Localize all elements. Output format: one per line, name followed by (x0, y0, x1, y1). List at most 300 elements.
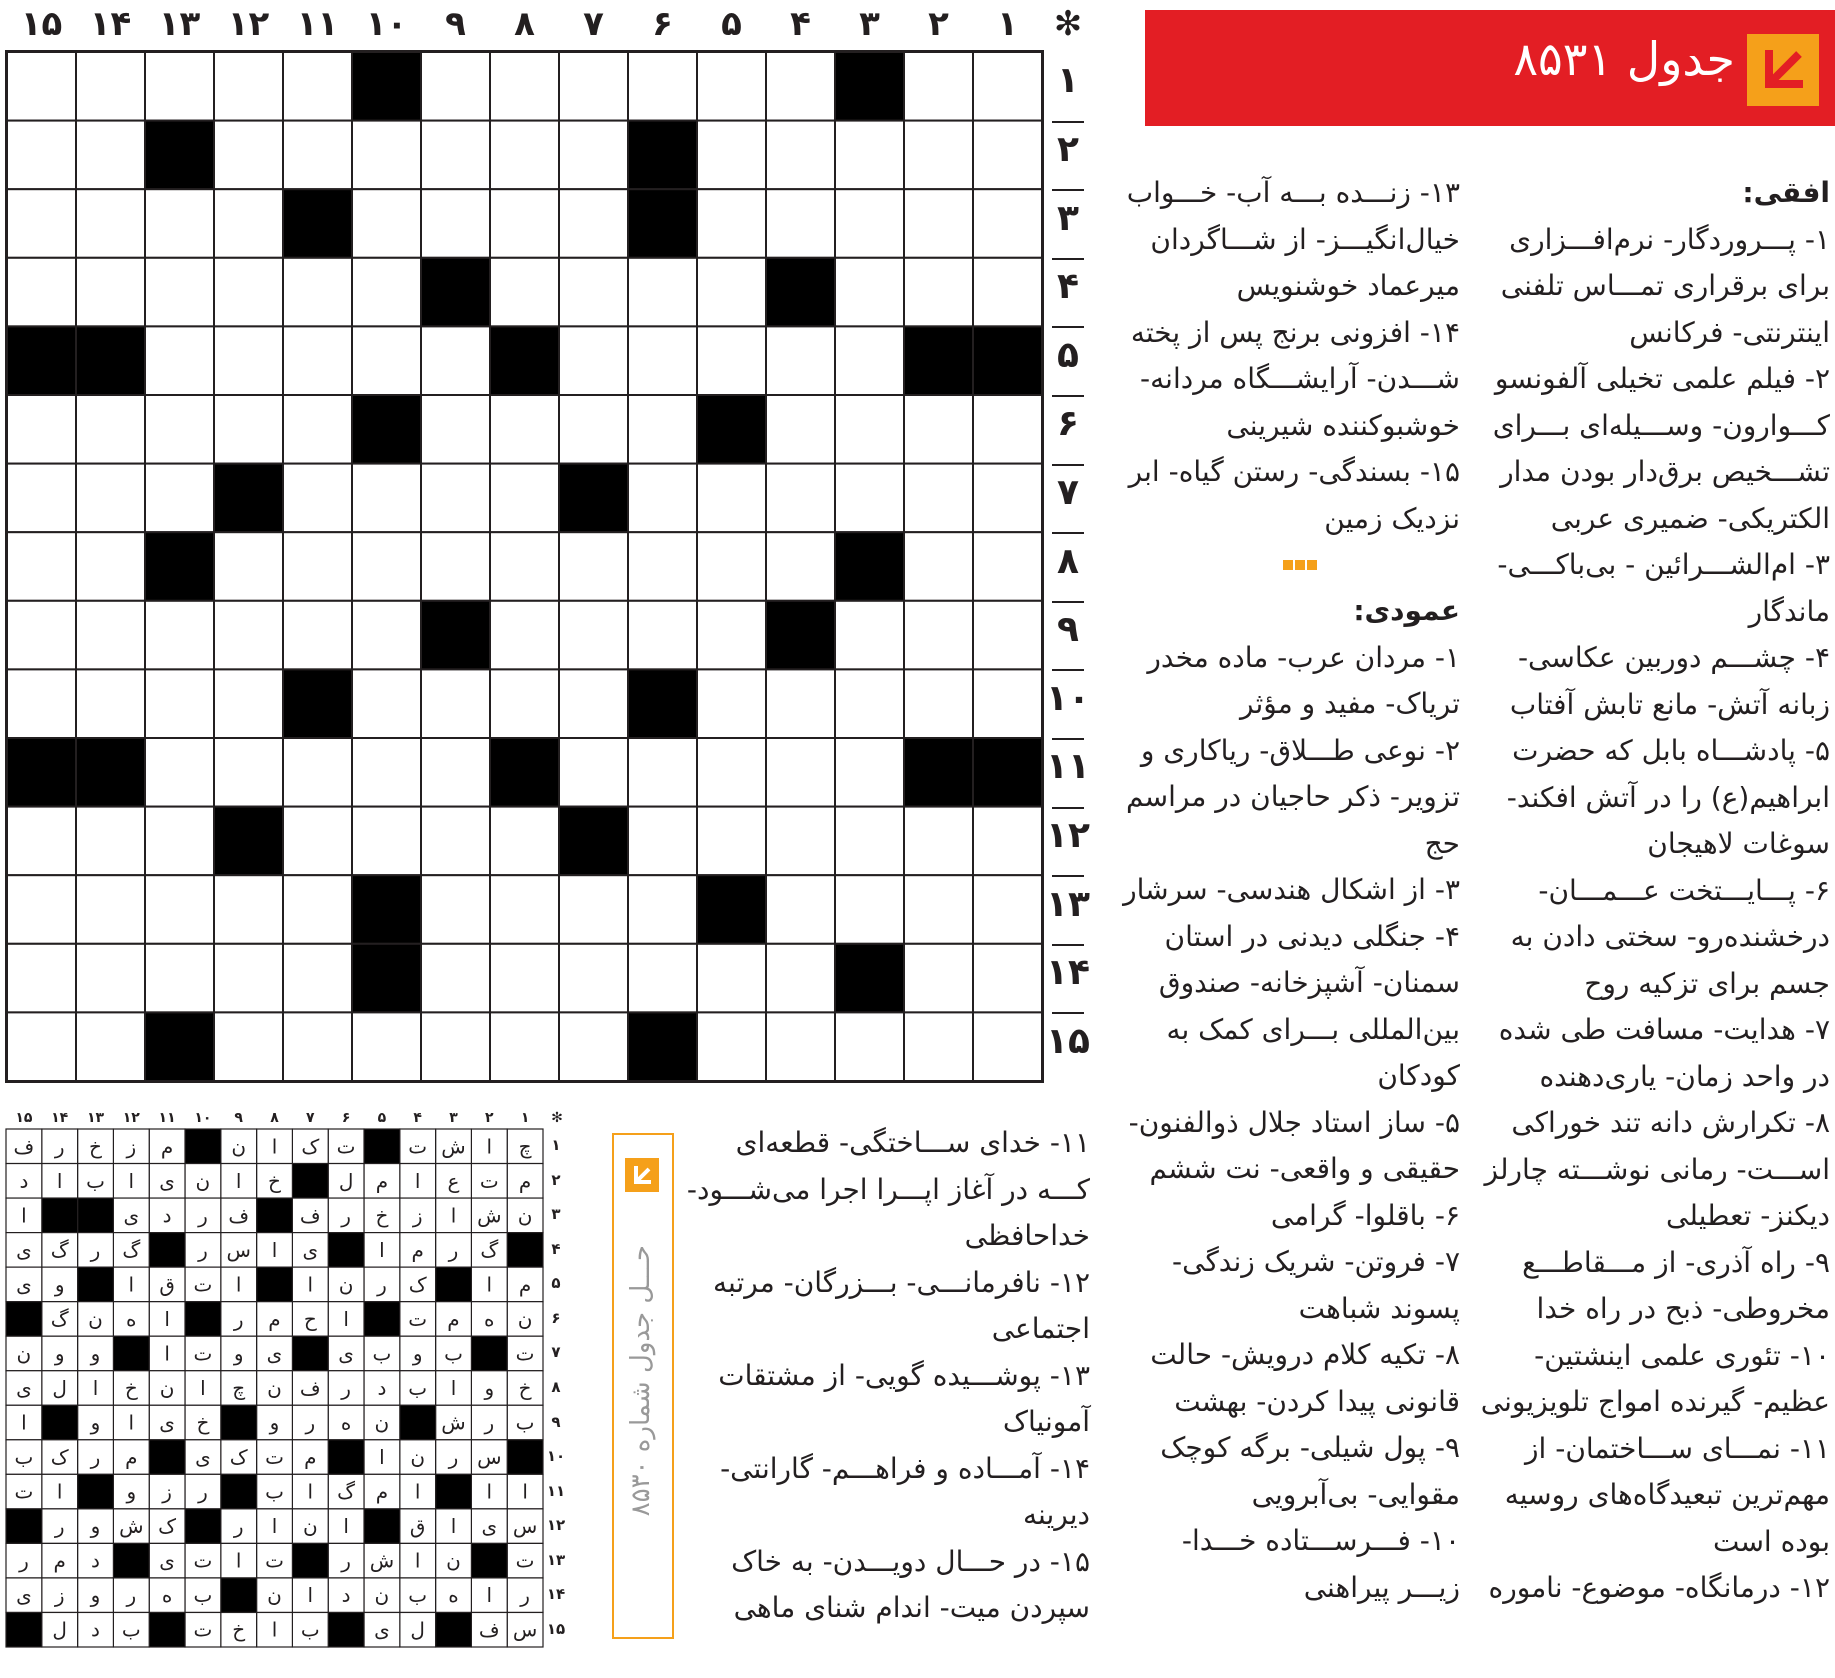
grid-cell[interactable] (76, 121, 145, 190)
grid-cell[interactable] (973, 944, 1042, 1013)
grid-cell[interactable] (490, 875, 559, 944)
grid-cell[interactable] (490, 395, 559, 464)
grid-cell[interactable] (7, 258, 76, 327)
grid-cell[interactable] (766, 52, 835, 121)
solution-letter: خ (124, 1376, 138, 1400)
grid-cell[interactable] (214, 326, 283, 395)
grid-cell[interactable] (145, 395, 214, 464)
grid-cell[interactable] (835, 326, 904, 395)
solution-letter: ا (271, 1134, 278, 1159)
row-divider (1052, 258, 1084, 260)
grid-cell[interactable] (697, 326, 766, 395)
grid-cell[interactable] (283, 532, 352, 601)
grid-cell[interactable] (973, 258, 1042, 327)
clue-line: ۱۴- افزونی برنج پس از پخته (1130, 315, 1460, 349)
grid-cell[interactable] (697, 1012, 766, 1081)
grid-cell[interactable] (283, 601, 352, 670)
grid-cell[interactable] (766, 532, 835, 601)
row-divider (1052, 875, 1084, 877)
solution-row-number: ۱۲ (546, 1516, 566, 1535)
solution-black-cell (364, 1302, 400, 1337)
grid-cell[interactable] (283, 258, 352, 327)
grid-cell[interactable] (628, 395, 697, 464)
grid-cell[interactable] (145, 326, 214, 395)
black-cell (559, 464, 628, 533)
grid-cell[interactable] (973, 1012, 1042, 1081)
grid-cell[interactable] (559, 1012, 628, 1081)
solution-letter: د (162, 1203, 172, 1228)
grid-cell[interactable] (352, 258, 421, 327)
solution-letter: ن (267, 1583, 282, 1608)
grid-cell[interactable] (145, 669, 214, 738)
solution-black-cell (221, 1474, 257, 1509)
clue-line: ۱۱- نمـــای ســـاختمان- از (1525, 1431, 1830, 1465)
solution-letter: ب (121, 1617, 141, 1642)
grid-cell[interactable] (145, 52, 214, 121)
clue-line: ۱۴- آمـــاده و فراهـــم- گارانتی- (720, 1451, 1090, 1485)
clue-line: تزویر- ذکر حاجیان در مراسم (1126, 780, 1460, 813)
grid-cell[interactable] (628, 944, 697, 1013)
grid-cell[interactable] (145, 738, 214, 807)
row-divider (1052, 395, 1084, 397)
grid-cell[interactable] (76, 944, 145, 1013)
grid-cell[interactable] (490, 532, 559, 601)
grid-cell[interactable] (835, 121, 904, 190)
grid-cell[interactable] (7, 464, 76, 533)
grid-cell[interactable] (904, 875, 973, 944)
grid-cell[interactable] (835, 601, 904, 670)
grid-cell[interactable] (559, 52, 628, 121)
grid-cell[interactable] (283, 1012, 352, 1081)
banner (1145, 10, 1835, 126)
grid-cell[interactable] (7, 944, 76, 1013)
column-number: ۳ (859, 4, 880, 44)
grid-cell[interactable] (214, 532, 283, 601)
grid-cell[interactable] (283, 121, 352, 190)
grid-cell[interactable] (145, 875, 214, 944)
solution-letter: ب (193, 1583, 213, 1608)
grid-cell[interactable] (766, 944, 835, 1013)
clue-line: ۱۳- پوشـــیده گویی- از مشتقات (718, 1358, 1090, 1392)
solution-letter: و (484, 1376, 495, 1400)
grid-cell[interactable] (283, 807, 352, 876)
grid-cell[interactable] (7, 189, 76, 258)
grid-cell[interactable] (352, 464, 421, 533)
solution-letter: ا (450, 1376, 457, 1400)
grid-cell[interactable] (214, 121, 283, 190)
black-cell (973, 326, 1042, 395)
grid-cell[interactable] (835, 258, 904, 327)
solution-letter: ل (338, 1168, 354, 1193)
grid-cell[interactable] (973, 121, 1042, 190)
row-divider (1052, 121, 1084, 123)
clue-line: اجتماعی (991, 1312, 1090, 1345)
grid-cell[interactable] (904, 532, 973, 601)
clue-line: نزدیک زمین (1324, 501, 1460, 535)
grid-cell[interactable] (352, 189, 421, 258)
grid-cell[interactable] (421, 326, 490, 395)
grid-cell[interactable] (697, 189, 766, 258)
solution-letter: ک (408, 1272, 427, 1297)
solution-letter: س (512, 1617, 538, 1642)
grid-cell[interactable] (7, 875, 76, 944)
solution-letter: ی (481, 1514, 498, 1539)
grid-cell[interactable] (421, 121, 490, 190)
grid-cell[interactable] (559, 189, 628, 258)
grid-cell[interactable] (697, 601, 766, 670)
solution-letter: گ (337, 1479, 356, 1504)
solution-black-cell (507, 1440, 543, 1475)
grid-cell[interactable] (559, 121, 628, 190)
clue-line: ۲- فیلم علمی تخیلی آلفونسو (1494, 362, 1830, 395)
grid-cell[interactable] (421, 189, 490, 258)
grid-cell[interactable] (628, 601, 697, 670)
grid-cell[interactable] (421, 738, 490, 807)
grid-cell[interactable] (904, 52, 973, 121)
solution-letter: ف (299, 1376, 321, 1400)
grid-cell[interactable] (559, 738, 628, 807)
solution-letter: ا (271, 1617, 278, 1642)
solution-letter: ر (19, 1548, 29, 1573)
grid-cell[interactable] (697, 258, 766, 327)
grid-cell[interactable] (352, 326, 421, 395)
grid-cell[interactable] (7, 1012, 76, 1081)
grid-cell[interactable] (973, 189, 1042, 258)
grid-cell[interactable] (490, 121, 559, 190)
grid-cell[interactable] (973, 601, 1042, 670)
row-number: ۱۰ (1046, 677, 1090, 719)
column-number: ۱۱ (296, 4, 339, 44)
grid-cell[interactable] (76, 601, 145, 670)
grid-cell[interactable] (628, 326, 697, 395)
grid-cell[interactable] (766, 875, 835, 944)
solution-letter: ا (486, 1479, 493, 1504)
grid-cell[interactable] (835, 875, 904, 944)
grid-cell[interactable] (490, 669, 559, 738)
grid-cell[interactable] (766, 395, 835, 464)
grid-cell[interactable] (76, 1012, 145, 1081)
grid-cell[interactable] (352, 601, 421, 670)
solution-letter: ل (52, 1376, 67, 1400)
grid-cell[interactable] (973, 464, 1042, 533)
grid-cell[interactable] (283, 52, 352, 121)
grid-cell[interactable] (7, 807, 76, 876)
solution-letter: م (304, 1445, 317, 1470)
grid-cell[interactable] (421, 1012, 490, 1081)
grid-cell[interactable] (490, 464, 559, 533)
grid-cell[interactable] (7, 532, 76, 601)
solution-letter: م (53, 1548, 66, 1573)
grid-cell[interactable] (352, 669, 421, 738)
solution-black-cell (364, 1129, 400, 1164)
grid-cell[interactable] (490, 52, 559, 121)
grid-cell[interactable] (628, 875, 697, 944)
grid-cell[interactable] (973, 52, 1042, 121)
grid-cell[interactable] (973, 532, 1042, 601)
grid-cell[interactable] (628, 738, 697, 807)
grid-cell[interactable] (904, 601, 973, 670)
grid-cell[interactable] (766, 738, 835, 807)
grid-cell[interactable] (628, 52, 697, 121)
grid-cell[interactable] (421, 669, 490, 738)
grid-cell[interactable] (352, 738, 421, 807)
grid-cell[interactable] (628, 807, 697, 876)
grid-cell[interactable] (835, 464, 904, 533)
solution-letter: س (477, 1445, 502, 1470)
solution-letter: ن (374, 1583, 390, 1608)
grid-cell[interactable] (76, 258, 145, 327)
clue-line: دیرینه (1023, 1498, 1090, 1531)
grid-cell[interactable] (145, 258, 214, 327)
grid-cell[interactable] (559, 395, 628, 464)
grid-cell[interactable] (214, 601, 283, 670)
solution-letter: ر (54, 1514, 65, 1539)
solution-letter: ر (198, 1237, 208, 1262)
grid-cell[interactable] (559, 532, 628, 601)
clue-line: خیال‌انگیـــز- از شـــاگردان (1150, 222, 1460, 256)
solution-letter: ت (336, 1134, 356, 1159)
grid-cell[interactable] (697, 52, 766, 121)
grid-cell[interactable] (76, 532, 145, 601)
grid-cell[interactable] (490, 258, 559, 327)
grid-cell[interactable] (835, 1012, 904, 1081)
solution-letter: د (341, 1583, 351, 1608)
grid-cell[interactable] (214, 944, 283, 1013)
grid-cell[interactable] (904, 1012, 973, 1081)
grid-cell[interactable] (421, 944, 490, 1013)
grid-cell[interactable] (283, 738, 352, 807)
arrow-down-left-icon (625, 1158, 659, 1192)
grid-cell[interactable] (835, 669, 904, 738)
crossword-grid[interactable] (5, 50, 1044, 1083)
grid-cell[interactable] (559, 944, 628, 1013)
grid-cell[interactable] (490, 1012, 559, 1081)
vertical-heading: عمودی: (1353, 594, 1460, 627)
solution-letter: ک (158, 1514, 177, 1539)
solution-letter: ه (484, 1306, 495, 1331)
grid-cell[interactable] (559, 875, 628, 944)
grid-cell[interactable] (76, 189, 145, 258)
grid-cell[interactable] (421, 532, 490, 601)
solution-letter: ی (123, 1203, 140, 1228)
grid-cell[interactable] (490, 944, 559, 1013)
grid-cell[interactable] (766, 1012, 835, 1081)
black-cell (352, 875, 421, 944)
grid-cell[interactable] (352, 121, 421, 190)
column-number: ۱۴ (89, 4, 132, 44)
grid-cell[interactable] (76, 395, 145, 464)
grid-cell[interactable] (697, 464, 766, 533)
grid-cell[interactable] (283, 326, 352, 395)
clue-line: بوده است (1712, 1524, 1830, 1558)
grid-cell[interactable] (835, 189, 904, 258)
solution-letter: ز (162, 1479, 172, 1504)
grid-cell[interactable] (559, 326, 628, 395)
grid-cell[interactable] (145, 944, 214, 1013)
solution-letter: ر (520, 1583, 530, 1608)
grid-cell[interactable] (835, 738, 904, 807)
grid-cell[interactable] (904, 121, 973, 190)
solution-letter: م (411, 1237, 424, 1262)
clue-line: حج (1424, 826, 1460, 860)
black-cell (145, 121, 214, 190)
solution-letter: ر (198, 1479, 208, 1504)
grid-cell[interactable] (628, 464, 697, 533)
grid-cell[interactable] (214, 1012, 283, 1081)
grid-cell[interactable] (352, 1012, 421, 1081)
solution-letter: ا (128, 1410, 135, 1435)
solution-column-number: ۷ (306, 1110, 315, 1126)
grid-cell[interactable] (352, 807, 421, 876)
grid-cell[interactable] (352, 532, 421, 601)
grid-cell[interactable] (559, 258, 628, 327)
grid-cell[interactable] (697, 807, 766, 876)
solution-letter: خ (375, 1203, 389, 1228)
column-number: ۱ (997, 4, 1018, 44)
solution-column-number: ۲ (485, 1110, 494, 1126)
black-cell (7, 326, 76, 395)
grid-cell[interactable] (283, 875, 352, 944)
grid-cell[interactable] (697, 944, 766, 1013)
grid-cell[interactable] (628, 258, 697, 327)
clue-line: زبانه آتش- مانع تابش آفتاب (1509, 687, 1830, 721)
grid-cell[interactable] (7, 395, 76, 464)
solution-letter: ی (16, 1272, 32, 1297)
grid-cell[interactable] (904, 807, 973, 876)
grid-cell[interactable] (559, 601, 628, 670)
solution-letter: ا (307, 1583, 314, 1608)
grid-cell[interactable] (421, 395, 490, 464)
grid-cell[interactable] (697, 121, 766, 190)
solution-letter: ه (126, 1306, 137, 1331)
grid-cell[interactable] (628, 532, 697, 601)
grid-cell[interactable] (766, 121, 835, 190)
grid-cell[interactable] (214, 52, 283, 121)
grid-cell[interactable] (835, 395, 904, 464)
grid-cell[interactable] (421, 464, 490, 533)
grid-cell[interactable] (76, 807, 145, 876)
grid-cell[interactable] (421, 875, 490, 944)
grid-cell[interactable] (490, 189, 559, 258)
solution-letter: ت (515, 1341, 535, 1366)
grid-cell[interactable] (7, 52, 76, 121)
grid-cell[interactable] (214, 189, 283, 258)
grid-cell[interactable] (421, 807, 490, 876)
grid-cell[interactable] (559, 669, 628, 738)
black-cell (421, 601, 490, 670)
clue-line: سوغات لاهیجان (1647, 827, 1830, 860)
grid-cell[interactable] (76, 52, 145, 121)
grid-cell[interactable] (76, 875, 145, 944)
solution-letter: ی (302, 1237, 319, 1262)
grid-cell[interactable] (7, 669, 76, 738)
grid-cell[interactable] (766, 189, 835, 258)
solution-letter: ت (193, 1617, 213, 1642)
row-divider (1052, 464, 1084, 466)
grid-cell[interactable] (904, 944, 973, 1013)
black-cell (835, 52, 904, 121)
clue-line: ۳- از اشکال هندسی- سرشار (1123, 873, 1460, 906)
solution-row-number: ۱ (551, 1136, 561, 1155)
solution-letter: ب (265, 1479, 284, 1504)
grid-cell[interactable] (766, 807, 835, 876)
grid-cell[interactable] (283, 944, 352, 1013)
solution-letter: ا (343, 1306, 349, 1331)
solution-letter: ت (408, 1306, 428, 1331)
grid-cell[interactable] (214, 669, 283, 738)
solution-black-cell (507, 1233, 543, 1268)
solution-letter: ب (408, 1376, 428, 1400)
black-cell (145, 1012, 214, 1081)
solution-row-number: ۱۴ (546, 1585, 566, 1604)
grid-cell[interactable] (283, 395, 352, 464)
grid-cell[interactable] (697, 532, 766, 601)
grid-cell[interactable] (7, 121, 76, 190)
grid-cell[interactable] (904, 258, 973, 327)
grid-cell[interactable] (904, 464, 973, 533)
grid-cell[interactable] (697, 738, 766, 807)
solution-letter: ا (414, 1168, 421, 1193)
solution-row-number: ۱۵ (546, 1619, 566, 1638)
grid-cell[interactable] (283, 464, 352, 533)
solution-letter: ا (235, 1548, 242, 1573)
solution-letter: ب (408, 1583, 428, 1608)
grid-cell[interactable] (835, 807, 904, 876)
grid-cell[interactable] (76, 669, 145, 738)
grid-cell[interactable] (904, 395, 973, 464)
grid-cell[interactable] (973, 875, 1042, 944)
clue-line: ۳- ام‌الشـــرائین - بی‌باکـــی- (1497, 548, 1830, 581)
grid-cell[interactable] (490, 601, 559, 670)
column-number: ۶ (652, 4, 673, 44)
grid-cell[interactable] (973, 807, 1042, 876)
lower-clues (686, 1120, 1090, 1632)
grid-cell[interactable] (214, 395, 283, 464)
grid-cell[interactable] (904, 669, 973, 738)
solution-letter: ا (271, 1514, 278, 1539)
grid-cell[interactable] (214, 258, 283, 327)
solution-letter: م (268, 1306, 281, 1331)
grid-cell[interactable] (490, 807, 559, 876)
black-cell (559, 807, 628, 876)
solution-black-cell (257, 1198, 293, 1233)
grid-cell[interactable] (214, 738, 283, 807)
solution-black-cell (400, 1405, 436, 1440)
solution-black-cell (221, 1578, 257, 1613)
grid-cell[interactable] (76, 464, 145, 533)
clue-line: ۱۰- تئوری علمی اینشتین- (1534, 1338, 1830, 1372)
solution-column-number: ۳ (449, 1110, 458, 1126)
grid-cell[interactable] (214, 875, 283, 944)
grid-cell[interactable] (7, 601, 76, 670)
grid-cell[interactable] (766, 669, 835, 738)
solution-letter: ی (159, 1548, 175, 1573)
grid-cell[interactable] (145, 807, 214, 876)
grid-cell[interactable] (766, 326, 835, 395)
solution-letter: ا (56, 1168, 63, 1193)
grid-cell[interactable] (145, 464, 214, 533)
grid-cell[interactable] (697, 669, 766, 738)
clue-line: سمنان- آشپزخانه- صندوق (1158, 966, 1460, 999)
grid-cell[interactable] (973, 395, 1042, 464)
grid-cell[interactable] (904, 189, 973, 258)
grid-cell[interactable] (766, 464, 835, 533)
grid-cell[interactable] (145, 601, 214, 670)
grid-cell[interactable] (145, 189, 214, 258)
grid-cell[interactable] (421, 52, 490, 121)
grid-cell[interactable] (973, 669, 1042, 738)
clue-line: ۱۲- نافرمانـــی- بـــزرگان- مرتبه (712, 1265, 1090, 1299)
